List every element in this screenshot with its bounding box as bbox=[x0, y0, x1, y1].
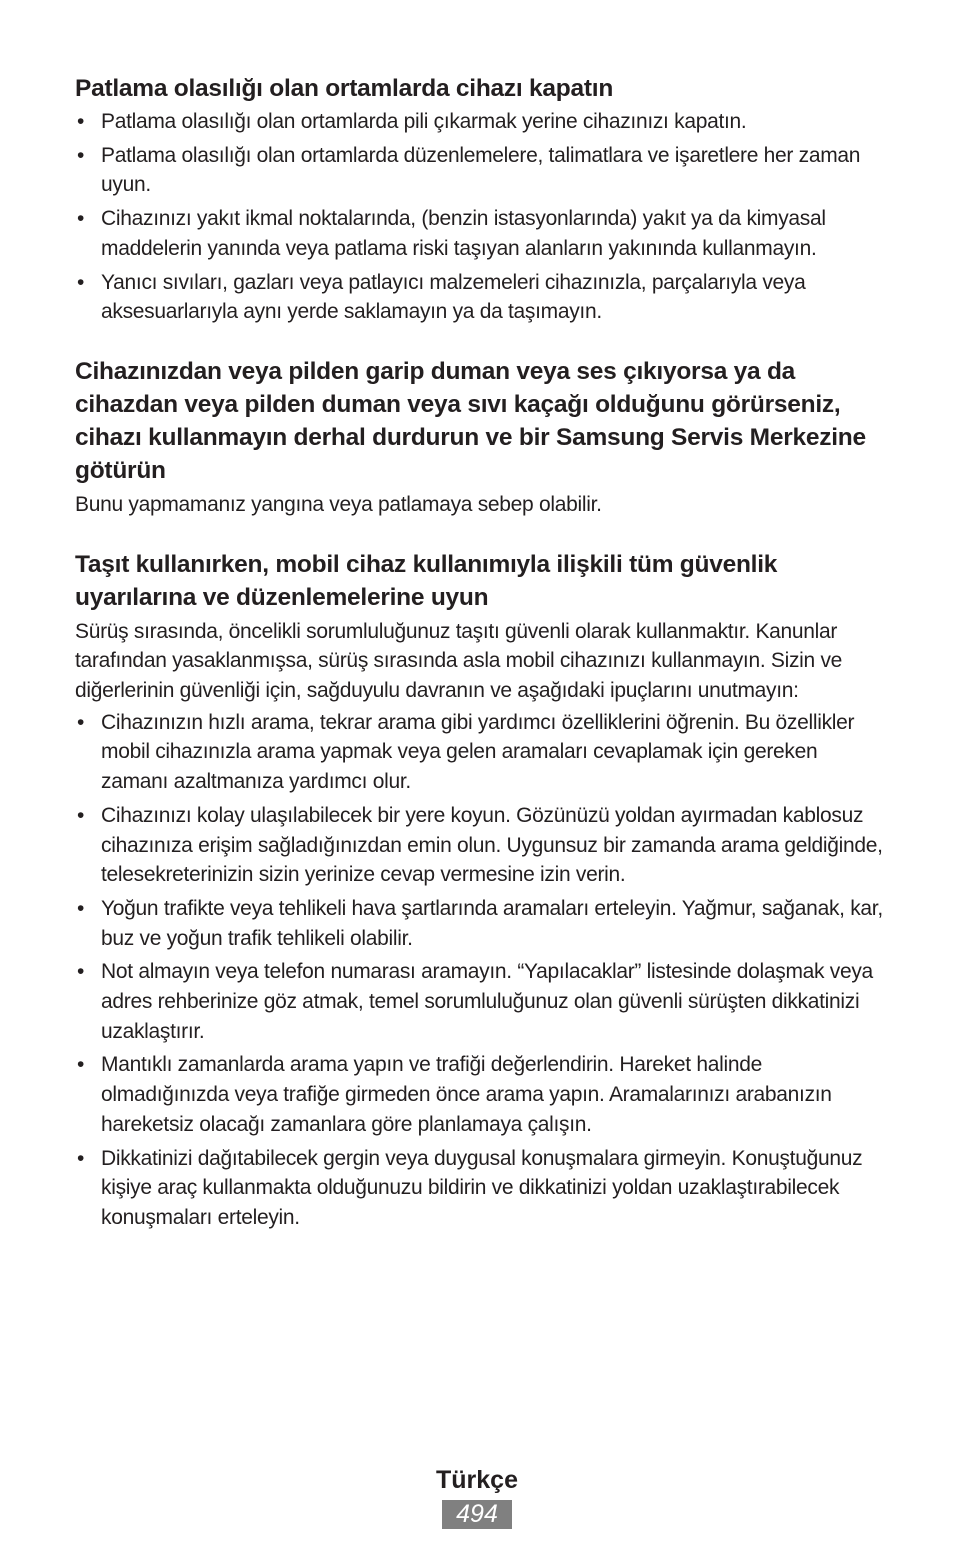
bullet-icon: • bbox=[77, 1146, 85, 1170]
bullet-icon: • bbox=[77, 143, 85, 167]
list-item bbox=[75, 107, 885, 137]
section-smoke-or-leak bbox=[75, 355, 885, 520]
list-item-text: Dikkatinizi dağıtabilecek gergin veya duygusal konuşmalara girmeyin. Konuştuğunuz kişiye araç kullanmakta olduğunuzu bildirin ve dikkatinizi yoldan uzaklaştırabilecek konuşmaları erteleyin. bbox=[101, 1146, 863, 1229]
section-paragraph: Sürüş sırasında, öncelikli sorumluluğunuz taşıtı güvenli olarak kullanmaktır. Kanunlar tarafından yasaklanmışsa, sürüş sırasında asla mobil cihazınızı kullanmayın. Sizin ve diğerlerinin güvenliği için, sağduyulu davranın ve aşağıdaki ipuçlarını unutmayın: bbox=[75, 619, 843, 703]
list-item bbox=[75, 801, 885, 890]
list-item-text: Cihazınızın hızlı arama, tekrar arama gibi yardımcı özelliklerini öğrenin. Bu özellikler mobil cihazınızla arama yapmak veya gelen aramaları cevaplamak için gereken zamanı azaltmanıza yardımcı olur. bbox=[101, 710, 855, 794]
bullet-icon: • bbox=[77, 710, 85, 734]
bullet-icon: • bbox=[77, 270, 85, 294]
section-heading: Cihazınızdan veya pilden garip duman veya ses çıkıyorsa ya da cihazdan veya pilden duman veya sıvı kaçağı olduğunu görürseniz, cihazı kullanmayın derhal durdurun ve bir Samsung Servis Merkezine götürün bbox=[75, 357, 866, 484]
page-footer bbox=[0, 1464, 954, 1529]
list-item-text: Yoğun trafikte veya tehlikeli hava şartlarında aramaları erteleyin. Yağmur, sağanak, kar, buz ve yoğun trafik tehlikeli olabilir. bbox=[101, 896, 883, 950]
bullet-icon: • bbox=[77, 896, 85, 920]
bullet-icon: • bbox=[77, 110, 85, 133]
section-heading: Patlama olasılığı olan ortamlarda cihazı kapatın bbox=[75, 75, 614, 102]
list-item bbox=[75, 894, 885, 953]
section-heading: Taşıt kullanırken, mobil cihaz kullanımıyla ilişkili tüm güvenlik uyarılarına ve düzenlemelerine uyun bbox=[75, 550, 778, 611]
list-item bbox=[75, 204, 885, 263]
list-item-text: Patlama olasılığı olan ortamlarda pili çıkarmak yerine cihazınızı kapatın. bbox=[101, 110, 747, 133]
list-item-text: Patlama olasılığı olan ortamlarda düzenlemelere, talimatlara ve işaretlere her zaman uyun. bbox=[101, 143, 861, 197]
page-number-badge: 494 bbox=[442, 1500, 512, 1529]
bullet-icon: • bbox=[77, 1053, 85, 1077]
list-item-text: Mantıklı zamanlarda arama yapın ve trafiği değerlendirin. Hareket halinde olmadığınızda veya trafiğe girmeden önce arama yapın. Aramalarınızı arabanızın hareketsiz olacağı zamanlara göre planlamaya çalışın. bbox=[101, 1053, 832, 1136]
section-paragraph: Bunu yapmamanız yangına veya patlamaya sebep olabilir. bbox=[75, 492, 602, 516]
footer-language-label: Türkçe bbox=[436, 1466, 518, 1494]
bullet-icon: • bbox=[77, 207, 85, 231]
list-item bbox=[75, 141, 885, 200]
list-item bbox=[75, 1144, 885, 1233]
list-item-text: Cihazınızı yakıt ikmal noktalarında, (benzin istasyonlarında) yakıt ya da kimyasal maddelerin yanında veya patlama riski taşıyan alanların yakınında kullanmayın. bbox=[101, 207, 826, 260]
list-item-text: Yanıcı sıvıları, gazları veya patlayıcı malzemeleri cihazınızla, parçalarıyla veya aksesuarlarıyla aynı yerde saklamayın ya da taşımayın. bbox=[101, 270, 806, 324]
bullet-icon: • bbox=[77, 960, 85, 984]
bullet-list bbox=[75, 708, 885, 1233]
list-item bbox=[75, 708, 885, 797]
bullet-list bbox=[75, 107, 885, 327]
list-item bbox=[75, 268, 885, 327]
section-driving-safety bbox=[75, 548, 885, 1233]
list-item-text: Cihazınızı kolay ulaşılabilecek bir yere koyun. Gözünüzü yoldan ayırmadan kablosuz cihazınıza erişim sağladığınızdan emin olun. Uygunsuz bir zamanda arama geldiğinde, telesekreterinizin sizin yerinize cevap vermesine izin verin. bbox=[101, 803, 883, 887]
list-item-text: Not almayın veya telefon numarası aramayın. “Yapılacaklar” listesinde dolaşmak veya adres rehberinize göz atmak, temel sorumluluğunuz olan güvenli sürüşten dikkatinizi uzaklaştırır. bbox=[101, 960, 873, 1043]
section-explosive-environments bbox=[75, 72, 885, 327]
list-item bbox=[75, 1050, 885, 1139]
bullet-icon: • bbox=[77, 803, 85, 827]
document-page bbox=[75, 72, 885, 1237]
list-item bbox=[75, 957, 885, 1046]
